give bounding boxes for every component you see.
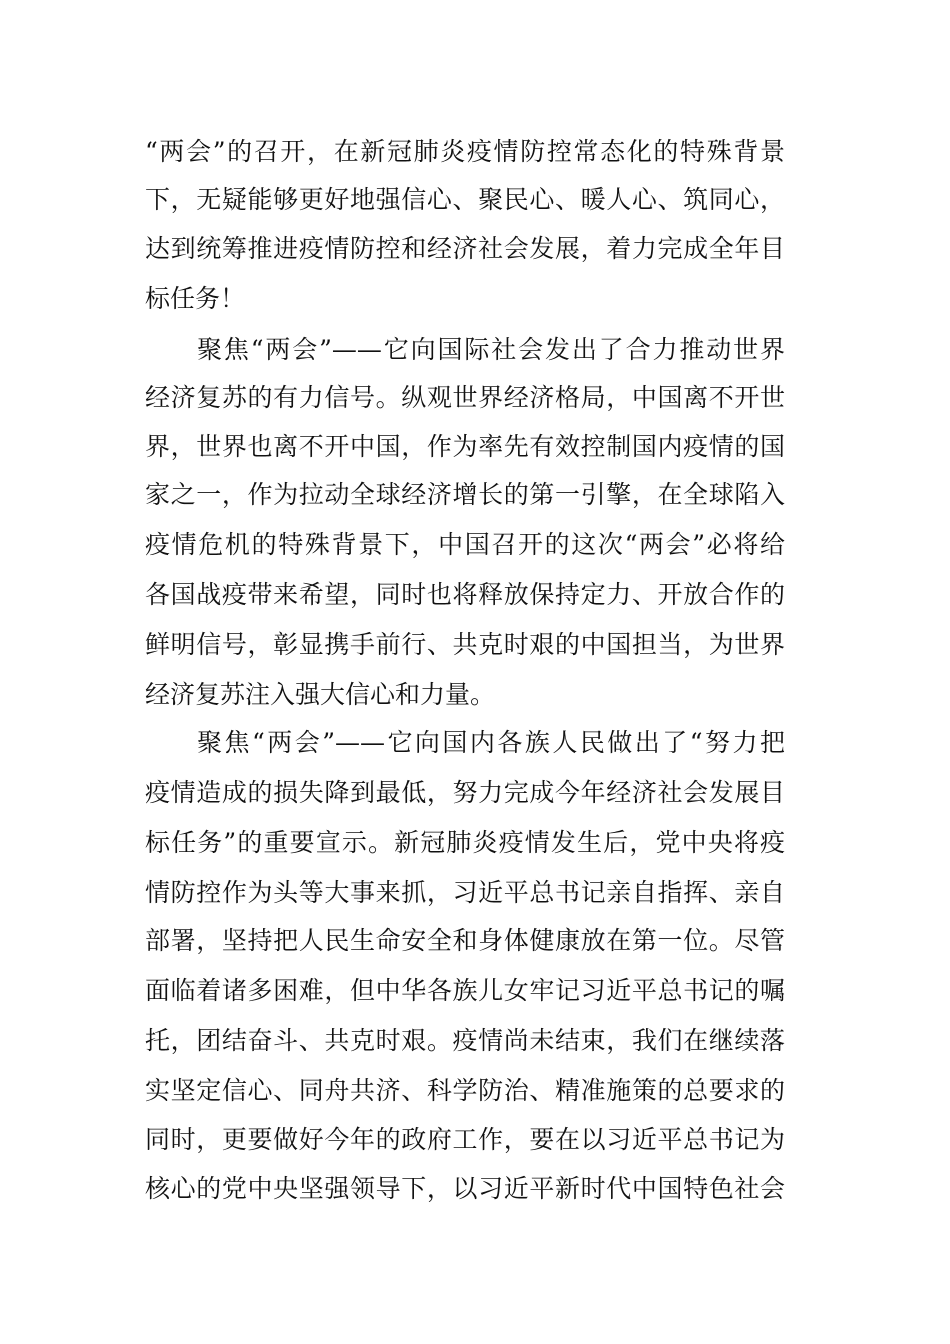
paragraph-3-line-9: 同时，更要做好今年的政府工作，要在以习近平总书记为 — [145, 1125, 785, 1154]
paragraph-2-line-5: 疫情危机的特殊背景下，中国召开的这次“两会”必将给 — [145, 530, 785, 559]
paragraph-2-line-2: 经济复苏的有力信号。纵观世界经济格局，中国离不开世 — [145, 383, 785, 412]
paragraph-3-line-10: 核心的党中央坚强领导下，以习近平新时代中国特色社会 — [145, 1174, 785, 1203]
paragraph-3-line-6: 面临着诸多困难，但中华各族儿女牢记习近平总书记的嘱 — [145, 976, 785, 1005]
paragraph-1-line-1: “两会”的召开，在新冠肺炎疫情防控常态化的特殊背景 — [145, 137, 785, 166]
paragraph-2-line-4: 家之一，作为拉动全球经济增长的第一引擎，在全球陷入 — [145, 480, 785, 509]
paragraph-2-line-3: 界，世界也离不开中国，作为率先有效控制国内疫情的国 — [145, 432, 785, 461]
paragraph-2-line-8: 经济复苏注入强大信心和力量。 — [145, 680, 496, 709]
paragraph-3-line-7: 托，团结奋斗、共克时艰。疫情尚未结束，我们在继续落 — [145, 1026, 785, 1055]
paragraph-3-line-5: 部署，坚持把人民生命安全和身体健康放在第一位。尽管 — [145, 926, 785, 955]
paragraph-1-line-3: 达到统筹推进疫情防控和经济社会发展，着力完成全年目 — [145, 234, 785, 263]
paragraph-3-line-4: 情防控作为头等大事来抓，习近平总书记亲自指挥、亲自 — [145, 878, 785, 907]
paragraph-3-line-3: 标任务”的重要宣示。新冠肺炎疫情发生后，党中央将疫 — [145, 828, 785, 857]
paragraph-3-line-2: 疫情造成的损失降到最低，努力完成今年经济社会发展目 — [145, 778, 785, 807]
paragraph-2-line-6: 各国战疫带来希望，同时也将释放保持定力、开放合作的 — [145, 580, 785, 609]
paragraph-3-line-8: 实坚定信心、同舟共济、科学防治、精准施策的总要求的 — [145, 1076, 785, 1105]
paragraph-1-line-4: 标任务！ — [145, 284, 246, 313]
paragraph-3-line-1: 聚焦“两会”——它向国内各族人民做出了“努力把 — [197, 728, 785, 757]
paragraph-1-line-2: 下，无疑能够更好地强信心、聚民心、暖人心、筑同心， — [145, 185, 785, 214]
paragraph-2-line-1: 聚焦“两会”——它向国际社会发出了合力推动世界 — [197, 335, 785, 364]
paragraph-2-line-7: 鲜明信号，彰显携手前行、共克时艰的中国担当，为世界 — [145, 630, 785, 659]
